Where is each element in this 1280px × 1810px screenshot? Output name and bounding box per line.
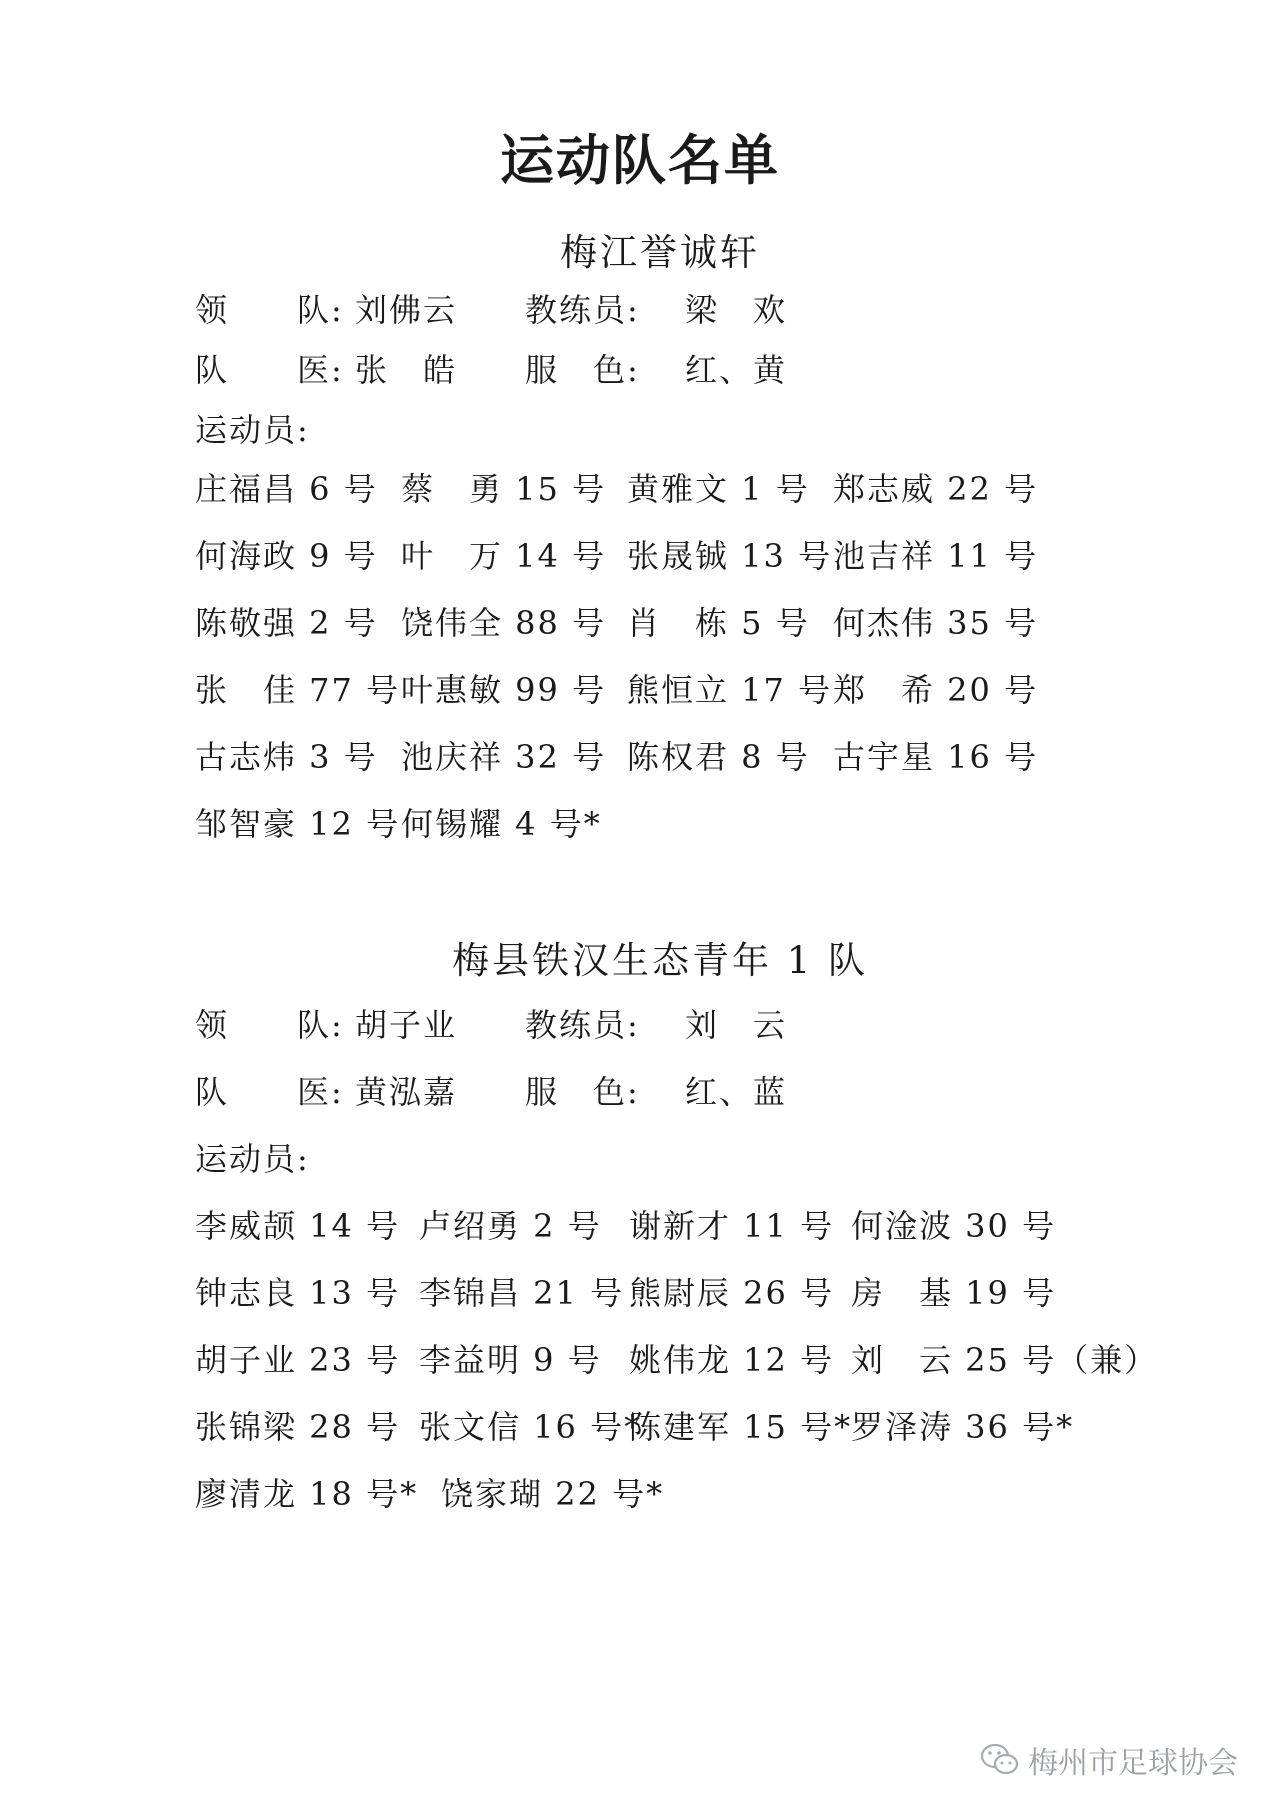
player: 张 佳 77 号 bbox=[195, 671, 401, 709]
team-name: 梅县铁汉生态青年 1 队 bbox=[451, 939, 869, 982]
coach-name: 梁 欢 bbox=[685, 291, 788, 329]
player: 谢新才 11 号 bbox=[629, 1207, 835, 1245]
player-row bbox=[195, 1268, 1056, 1314]
player: 叶 万 14 号 bbox=[401, 537, 607, 575]
coach-label: 教练员: bbox=[525, 291, 640, 329]
player-row bbox=[195, 464, 1038, 510]
player: 张晟铖 13 号 bbox=[627, 537, 833, 575]
player: 卢绍勇 2 号 bbox=[419, 1207, 602, 1245]
player: 熊恒立 17 号 bbox=[627, 671, 833, 709]
player: 刘 云 25 号（兼） bbox=[851, 1341, 1159, 1379]
player: 陈敬强 2 号 bbox=[195, 604, 378, 642]
player: 何杰伟 35 号 bbox=[833, 604, 1039, 642]
player: 庄福昌 6 号 bbox=[195, 470, 378, 508]
staff-row bbox=[195, 345, 787, 391]
player: 肖 栋 5 号 bbox=[627, 604, 810, 642]
player: 邹智豪 12 号 bbox=[195, 805, 401, 843]
player: 胡子业 23 号 bbox=[195, 1341, 401, 1379]
player: 李益明 9 号 bbox=[419, 1341, 602, 1379]
player-row bbox=[195, 598, 1038, 644]
player: 熊尉辰 26 号 bbox=[629, 1274, 835, 1312]
doctor-label: 队 医: bbox=[195, 1073, 344, 1111]
player-row bbox=[195, 1201, 1056, 1247]
player: 李威颉 14 号 bbox=[195, 1207, 401, 1245]
player: 廖清龙 18 号* bbox=[195, 1475, 419, 1513]
player: 钟志良 13 号 bbox=[195, 1274, 401, 1312]
staff-row bbox=[195, 285, 787, 331]
player: 黄雅文 1 号 bbox=[627, 470, 810, 508]
kit-colors: 红、蓝 bbox=[685, 1073, 788, 1111]
doctor-label: 队 医: bbox=[195, 351, 344, 389]
player-row bbox=[195, 1335, 1158, 1381]
player: 何锡耀 4 号* bbox=[401, 805, 602, 843]
leader-name: 胡子业 bbox=[355, 1006, 458, 1044]
player: 张文信 16 号* bbox=[419, 1408, 643, 1446]
staff-row bbox=[195, 1067, 787, 1113]
player: 古志炜 3 号 bbox=[195, 738, 378, 776]
player-row bbox=[195, 1469, 665, 1515]
player-row bbox=[195, 1402, 1074, 1448]
page-title: 运动队名单 bbox=[500, 128, 780, 192]
player-row bbox=[195, 799, 627, 845]
kit-label: 服 色: bbox=[525, 1073, 640, 1111]
player: 池吉祥 11 号 bbox=[833, 537, 1039, 575]
player: 叶惠敏 99 号 bbox=[401, 671, 607, 709]
player: 饶伟全 88 号 bbox=[401, 604, 607, 642]
watermark bbox=[980, 1738, 1238, 1782]
player: 陈建军 15 号* bbox=[629, 1408, 853, 1446]
coach-label: 教练员: bbox=[525, 1006, 640, 1044]
leader-name: 刘佛云 bbox=[355, 291, 458, 329]
player: 姚伟龙 12 号 bbox=[629, 1341, 835, 1379]
player: 何海政 9 号 bbox=[195, 537, 378, 575]
staff-row bbox=[195, 1000, 787, 1046]
player-row bbox=[195, 531, 1038, 577]
player: 陈权君 8 号 bbox=[627, 738, 810, 776]
player: 罗泽涛 36 号* bbox=[851, 1408, 1075, 1446]
player: 郑志威 22 号 bbox=[833, 470, 1039, 508]
leader-label: 领 队: bbox=[195, 291, 344, 329]
players-label: 运动员: bbox=[195, 1140, 310, 1178]
kit-label: 服 色: bbox=[525, 351, 640, 389]
players-label: 运动员: bbox=[195, 411, 310, 449]
player: 池庆祥 32 号 bbox=[401, 738, 607, 776]
player-row bbox=[195, 665, 1038, 711]
player: 何淦波 30 号 bbox=[851, 1207, 1057, 1245]
watermark-text: 梅州市足球协会 bbox=[1028, 1746, 1238, 1781]
player: 李锦昌 21 号 bbox=[419, 1274, 625, 1312]
player-row bbox=[195, 732, 1038, 778]
doctor-name: 黄泓嘉 bbox=[355, 1073, 458, 1111]
wechat-icon bbox=[980, 1742, 1020, 1778]
player: 房 基 19 号 bbox=[851, 1274, 1057, 1312]
player: 郑 希 20 号 bbox=[833, 671, 1039, 709]
player: 张锦梁 28 号 bbox=[195, 1408, 401, 1446]
player: 蔡 勇 15 号 bbox=[401, 470, 607, 508]
leader-label: 领 队: bbox=[195, 1006, 344, 1044]
player: 饶家瑚 22 号* bbox=[441, 1475, 665, 1513]
kit-colors: 红、黄 bbox=[685, 351, 788, 389]
team-name: 梅江誉诚轩 bbox=[560, 231, 760, 274]
doctor-name: 张 皓 bbox=[355, 351, 458, 389]
player: 古宇星 16 号 bbox=[833, 738, 1039, 776]
coach-name: 刘 云 bbox=[685, 1006, 788, 1044]
